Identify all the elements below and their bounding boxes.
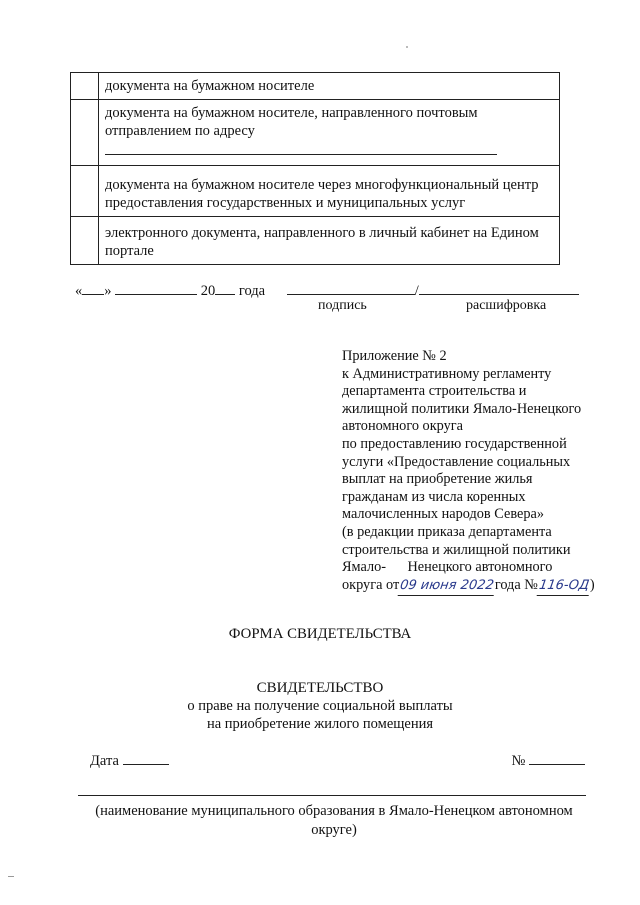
signature-caption: подпись (318, 298, 367, 313)
decryption-field[interactable] (419, 280, 579, 295)
handwritten-date: 09 июня 2022 (398, 577, 496, 596)
appendix-line: гражданам из числа коренных (342, 488, 526, 505)
appendix-line: (в редакции приказа департамента (342, 523, 552, 540)
appendix-line: департамента строительства и (342, 383, 527, 400)
table-row (71, 166, 560, 217)
appendix-line: малочисленных народов Севера» (342, 506, 544, 523)
option-text: документа на бумажном носителе через многофункциональный центр предоставления государственных и муниципальных услуг (99, 166, 560, 217)
appendix-line: услуги «Предоставление социальных (342, 453, 571, 470)
checkbox-cell[interactable] (71, 73, 99, 100)
quote-open: « (75, 283, 83, 299)
order-suffix: ) (589, 576, 595, 593)
appendix-block (342, 348, 612, 595)
form-title: ФОРМА СВИДЕТЕЛЬСТВА (228, 626, 412, 642)
option-cell (99, 100, 560, 166)
year-prefix: 20 (200, 283, 216, 299)
municipality-field[interactable] (78, 795, 586, 796)
year-suffix: года (238, 283, 266, 299)
number-label: № (511, 753, 526, 769)
appendix-line: жилищной политики Ямало-Ненецкого (342, 400, 582, 417)
appendix-line: Приложение № 2 (342, 348, 447, 364)
certificate-subtitle-1: о праве на получение социальной выплаты (187, 698, 453, 714)
signature-field[interactable] (287, 280, 415, 295)
appendix-line: выплат на приобретение жилья (342, 471, 533, 488)
option-text: документа на бумажном носителе (99, 73, 560, 100)
delivery-method-table (70, 72, 560, 265)
certificate-subtitle-2: на приобретение жилого помещения (206, 716, 434, 732)
appendix-line: строительства и жилищной политики (342, 541, 571, 558)
date-field[interactable] (123, 750, 169, 765)
number-field[interactable] (529, 750, 585, 765)
appendix-line: по предоставлению государственной (342, 435, 567, 452)
municipality-caption-line: округе) (311, 822, 357, 838)
date-label: Дата (90, 753, 119, 769)
day-field[interactable] (82, 280, 104, 295)
quote-close: » (104, 283, 112, 299)
order-prefix: округа от (342, 576, 400, 593)
date-number-row (90, 750, 585, 770)
certificate-title: СВИДЕТЕЛЬСТВО (256, 680, 384, 696)
order-middle: года № (494, 576, 538, 593)
number-group (512, 750, 585, 770)
slash: / (414, 283, 419, 299)
appendix-line: Ямало- Ненецкого автономного (342, 559, 553, 576)
appendix-order-line (342, 577, 612, 596)
scan-speck (406, 46, 408, 48)
address-field[interactable] (105, 142, 497, 155)
month-field[interactable] (115, 280, 197, 295)
option-text: документа на бумажном носителе, направленного почтовым отправлением по адресу (105, 105, 478, 139)
municipality-caption-line: (наименование муниципального образования в Ямало-Ненецком автономном (95, 803, 573, 819)
signature-row (75, 280, 579, 300)
scan-mark (8, 876, 14, 877)
checkbox-cell[interactable] (71, 100, 99, 166)
table-row (71, 73, 560, 100)
appendix-line: к Административному регламенту (342, 365, 552, 382)
table-row (71, 100, 560, 166)
appendix-line: автономного округа (342, 418, 463, 435)
year-field[interactable] (215, 280, 235, 295)
checkbox-cell[interactable] (71, 166, 99, 217)
municipality-caption (78, 802, 590, 840)
handwritten-number: 116-ОД (537, 577, 592, 596)
decryption-caption: расшифровка (466, 298, 547, 313)
table-row (71, 217, 560, 265)
checkbox-cell[interactable] (71, 217, 99, 265)
option-text: электронного документа, направленного в личный кабинет на Едином портале (99, 217, 560, 265)
